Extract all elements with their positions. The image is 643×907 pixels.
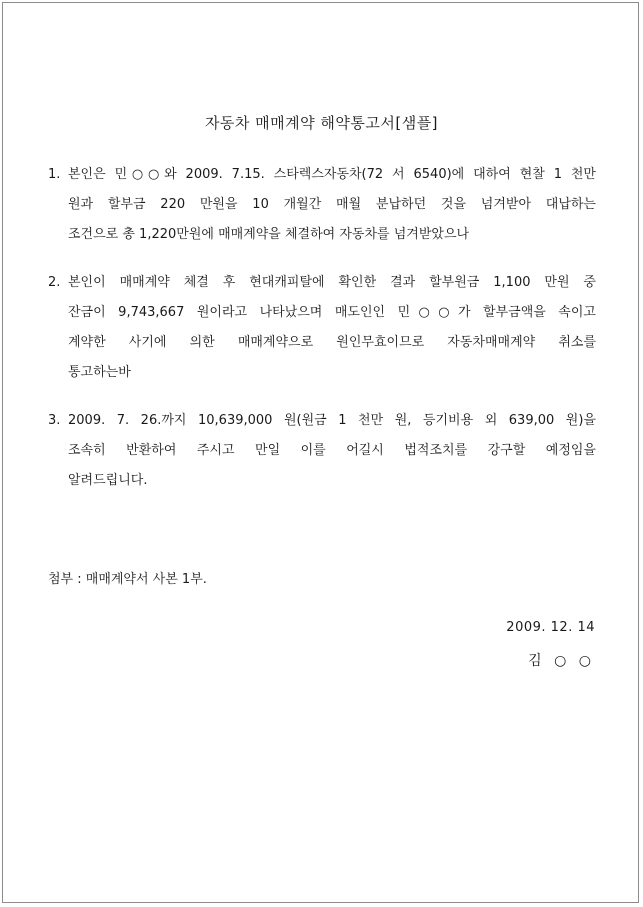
document-date: 2009. 12. 14 [506, 620, 595, 635]
clause-line: 본인은 민○○와 2009. 7.15. 스타렉스자동차(72 서 6540)에 대하여 현찰 1 천만 [68, 167, 596, 182]
clause-line: 조건으로 총 1,220만원에 매매계약을 체결하여 자동차를 넘겨받았으나 [68, 227, 470, 242]
clause-line: 2009. 7. 26.까지 10,639,000 원(원금 1 천만 원, 등기비용 외 639,00 원)을 [68, 413, 596, 428]
clause-3 [48, 412, 596, 502]
signer-name: 김 ○ ○ [528, 653, 595, 669]
clause-number: 3. [48, 413, 61, 428]
clause-line: 원과 할부금 220 만원을 10 개월간 매월 분납하던 것을 넘겨받아 대납하는 [68, 197, 596, 212]
clause-2 [48, 274, 596, 394]
clause-number: 2. [48, 275, 61, 290]
clause-1 [48, 166, 596, 256]
clause-line: 계약한 사기에 의한 매매계약으로 원인무효이므로 자동차매매계약 취소를 [68, 335, 596, 350]
document-title: 자동차 매매계약 해약통고서[샘플] [204, 114, 439, 132]
clause-line: 통고하는바 [68, 365, 131, 380]
clause-number: 1. [48, 167, 61, 182]
clause-line: 조속히 반환하여 주시고 만일 이를 어길시 법적조치를 강구할 예정임을 [68, 443, 596, 458]
attachment-note: 첨부 : 매매계약서 사본 1부. [48, 572, 207, 587]
clause-line: 본인이 매매계약 체결 후 현대캐피탈에 확인한 결과 할부원금 1,100 만원 중 [68, 275, 596, 290]
clause-line: 알려드립니다. [68, 473, 148, 488]
clause-line: 잔금이 9,743,667 원이라고 나타났으며 매도인인 민○○가 할부금액을 속이고 [68, 305, 596, 320]
